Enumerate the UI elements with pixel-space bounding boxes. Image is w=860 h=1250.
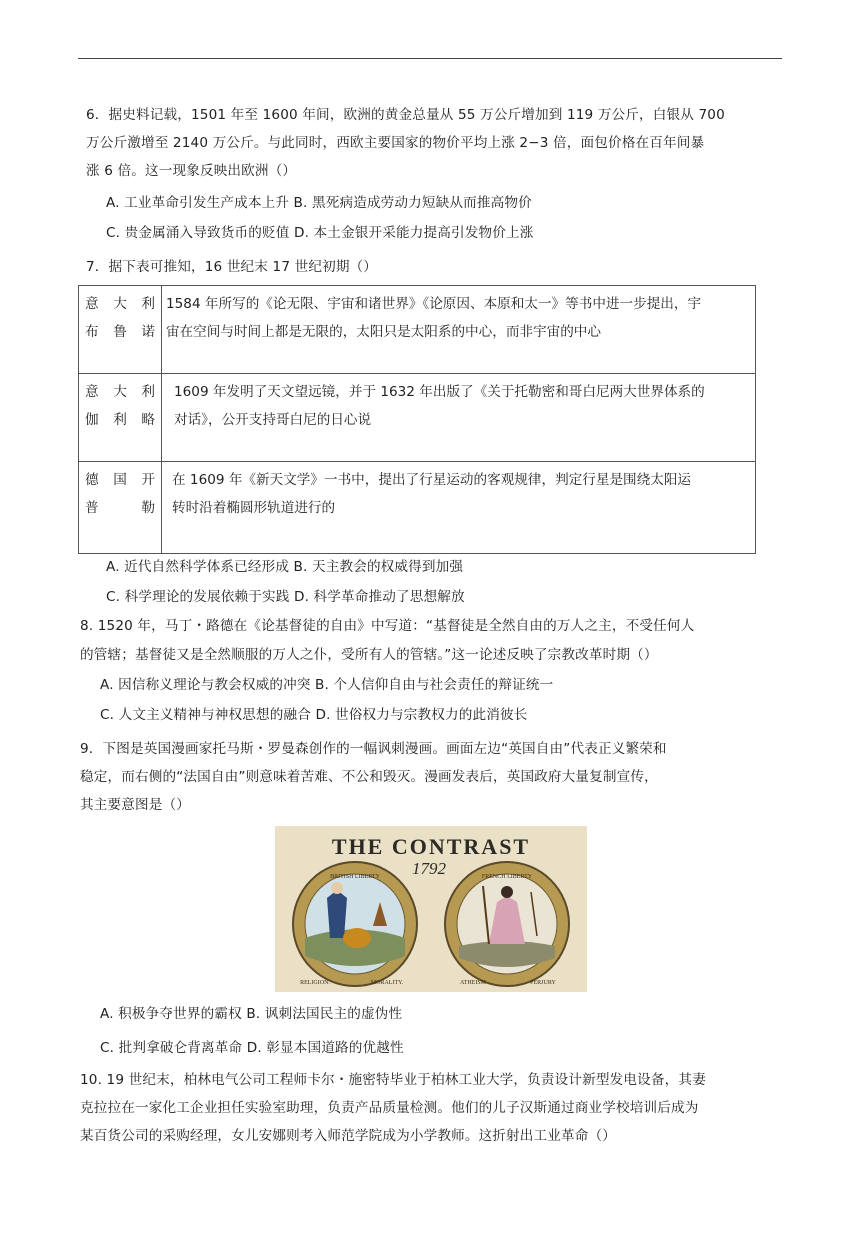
- q9-line-2: 稳定，而右侧的“法国自由”则意味着苦难、不公和毁灭。漫画发表后，英国政府大量复制宣传，: [80, 769, 658, 785]
- q7-table: [78, 285, 756, 554]
- q6-options-ab: A. 工业革命引发生产成本上升 B. 黑死病造成劳动力短缺从而推高物价: [106, 195, 532, 211]
- q10-line-2: 克拉拉在一家化工企业担任实验室助理，负责产品质量检测。他们的儿子汉斯通过商业学校培训后成为: [80, 1100, 699, 1116]
- table-cell-text: 在 1609 年《新天文学》一书中，提出了行星运动的客观规律，判定行星是围绕太阳运 转时沿着椭圆形轨道进行的: [162, 462, 756, 554]
- q9-options-ab: A. 积极争夺世界的霸权 B. 讽刺法国民主的虚伪性: [100, 1006, 403, 1022]
- q6-line-1: 6．据史料记载，1501 年至 1600 年间，欧洲的黄金总量从 55 万公斤增加到 119 万公斤，白银从 700: [86, 107, 725, 123]
- q9-line-1: 9．下图是英国漫画家托马斯・罗曼森创作的一幅讽刺漫画。画面左边“英国自由”代表正义繁荣和: [80, 741, 667, 757]
- table-cell-text: 1584 年所写的《论无限、宇宙和诸世界》《论原因、本原和太一》等书中进一步提出，宇 宙在空间与时间上都是无限的，太阳只是太阳系的中心，而非宇宙的中心: [162, 286, 756, 374]
- britannia-figure: [327, 890, 347, 938]
- q8-line-2: 的管辖；基督徒又是全然顺服的万人之仆，受所有人的管辖。”这一论述反映了宗教改革时期（）: [80, 647, 658, 663]
- label-atheism: ATHEISM: [459, 980, 487, 986]
- table-cell-name: 德国开 普勒: [79, 462, 162, 554]
- label-perjury: PERJURY: [530, 980, 556, 986]
- table-cell-text: 1609 年发明了天文望远镜，并于 1632 年出版了《关于托勒密和哥白尼两大世界体系的 对话》，公开支持哥白尼的日心说: [162, 374, 756, 462]
- q7-options-cd: C. 科学理论的发展依赖于实践 D. 科学革命推动了思想解放: [106, 589, 465, 605]
- label-religion: RELIGION.: [300, 980, 330, 986]
- q10-line-3: 某百货公司的采购经理，女儿安娜则考入师范学院成为小学教师。这折射出工业革命（）: [80, 1128, 617, 1144]
- left-medallion-label: BRITISH LIBERTY: [330, 874, 380, 880]
- q10-line-1: 10. 19 世纪末，柏林电气公司工程师卡尔・施密特毕业于柏林工业大学，负责设计新型发电设备，其妻: [80, 1072, 706, 1088]
- table-row: [79, 462, 756, 554]
- q7-stem: 7．据下表可推知，16 世纪末 17 世纪初期（）: [86, 259, 378, 275]
- q9-line-3: 其主要意图是（）: [80, 797, 190, 813]
- q7-options-ab: A. 近代自然科学体系已经形成 B. 天主教会的权威得到加强: [106, 559, 464, 575]
- figure-year: 1792: [412, 859, 446, 878]
- label-morality: MORALITY.: [370, 980, 404, 986]
- table-row: [79, 286, 756, 374]
- table-cell-name: 意大利 布鲁诺: [79, 286, 162, 374]
- contrast-cartoon-image: [275, 826, 587, 992]
- q6-line-2: 万公斤激增至 2140 万公斤。与此同时，西欧主要国家的物价平均上涨 2−3 倍，面包价格在百年间暴: [86, 135, 705, 151]
- figure-title: THE CONTRAST: [331, 834, 531, 859]
- right-medallion-label: FRENCH LIBERTY: [481, 874, 533, 880]
- q8-options-cd: C. 人文主义精神与神权思想的融合 D. 世俗权力与宗教权力的此消彼长: [100, 707, 528, 723]
- q9-options-cd: C. 批判拿破仑背离革命 D. 彰显本国道路的优越性: [100, 1040, 404, 1056]
- table-row: [79, 374, 756, 462]
- shield: [343, 928, 371, 948]
- table-cell-name: 意大利 伽利略: [79, 374, 162, 462]
- q6-options-cd: C. 贵金属涌入导致货币的贬值 D. 本土金银开采能力提高引发物价上涨: [106, 225, 534, 241]
- q8-line-1: 8. 1520 年，马丁・路德在《论基督徒的自由》中写道：“基督徒是全然自由的万人之主，不受任何人: [80, 618, 695, 634]
- french-liberty-head: [501, 886, 513, 898]
- header-rule: [78, 58, 782, 59]
- q6-line-3: 涨 6 倍。这一现象反映出欧洲（）: [86, 163, 297, 179]
- q8-options-ab: A. 因信称义理论与教会权威的冲突 B. 个人信仰自由与社会责任的辩证统一: [100, 677, 554, 693]
- britannia-head: [331, 882, 343, 894]
